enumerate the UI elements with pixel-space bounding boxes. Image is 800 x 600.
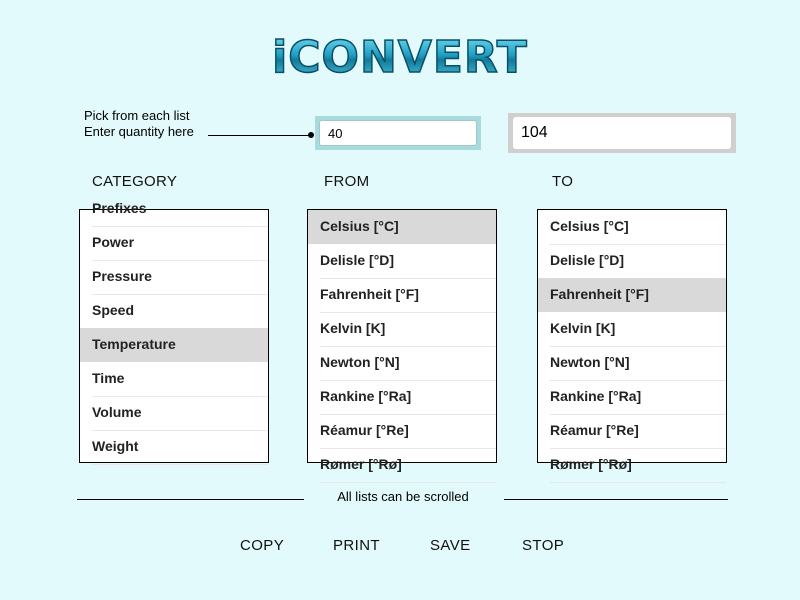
print-button[interactable]: PRINT [333,537,380,554]
instructions [84,108,194,140]
quantity-input-frame [315,116,481,150]
category-list[interactable] [79,200,269,463]
quantity-input[interactable] [319,120,477,146]
result-frame [508,113,736,153]
to-header: TO [552,173,574,190]
from-unit-item[interactable]: Celsius [°C] [308,210,496,244]
to-list[interactable] [537,209,727,472]
category-list-item[interactable]: Time [80,362,268,396]
instruction-enter: Enter quantity here [84,124,194,139]
from-unit-item[interactable]: Newton [°N] [308,346,496,380]
category-list-item[interactable]: Weight [80,430,268,464]
category-list-item[interactable]: Power [80,226,268,260]
from-unit-item[interactable]: Réamur [°Re] [308,414,496,448]
from-unit-item[interactable]: Kelvin [K] [308,312,496,346]
to-unit-item[interactable]: Fahrenheit [°F] [538,278,726,312]
hint-divider-left [77,499,304,500]
app-logo [240,28,560,84]
category-list-item[interactable]: Volume [80,396,268,430]
to-unit-item[interactable]: Rankine [°Ra] [538,380,726,414]
result-field: 104 [513,117,731,149]
to-unit-item[interactable]: Delisle [°D] [538,244,726,278]
to-unit-item[interactable]: Kelvin [K] [538,312,726,346]
scroll-hint: All lists can be scrolled [337,489,469,504]
from-unit-item[interactable]: Rankine [°Ra] [308,380,496,414]
pointer-dot [308,132,314,138]
pointer-line [208,135,312,136]
from-unit-item[interactable]: Fahrenheit [°F] [308,278,496,312]
from-unit-item[interactable]: Rømer [°Rø] [308,448,496,482]
save-button[interactable]: SAVE [430,537,471,554]
to-unit-item[interactable]: Rømer [°Rø] [538,448,726,482]
from-unit-item[interactable]: Delisle [°D] [308,244,496,278]
category-list-items [80,192,268,464]
category-list-item[interactable]: Temperature [80,328,268,362]
to-unit-item[interactable]: Réamur [°Re] [538,414,726,448]
instruction-pick: Pick from each list [84,108,190,123]
from-list-items [308,210,496,482]
category-list-item[interactable]: Prefixes [80,192,268,226]
to-unit-item[interactable]: Newton [°N] [538,346,726,380]
logo-text: iCONVERT [272,32,528,83]
to-unit-item[interactable]: Celsius [°C] [538,210,726,244]
copy-button[interactable]: COPY [240,537,285,554]
category-list-item[interactable]: Pressure [80,260,268,294]
from-header: FROM [324,173,370,190]
stop-button[interactable]: STOP [522,537,565,554]
hint-divider-right [504,499,728,500]
category-list-item[interactable]: Speed [80,294,268,328]
from-list[interactable] [307,209,497,472]
category-header: CATEGORY [92,173,178,190]
to-list-items [538,210,726,482]
